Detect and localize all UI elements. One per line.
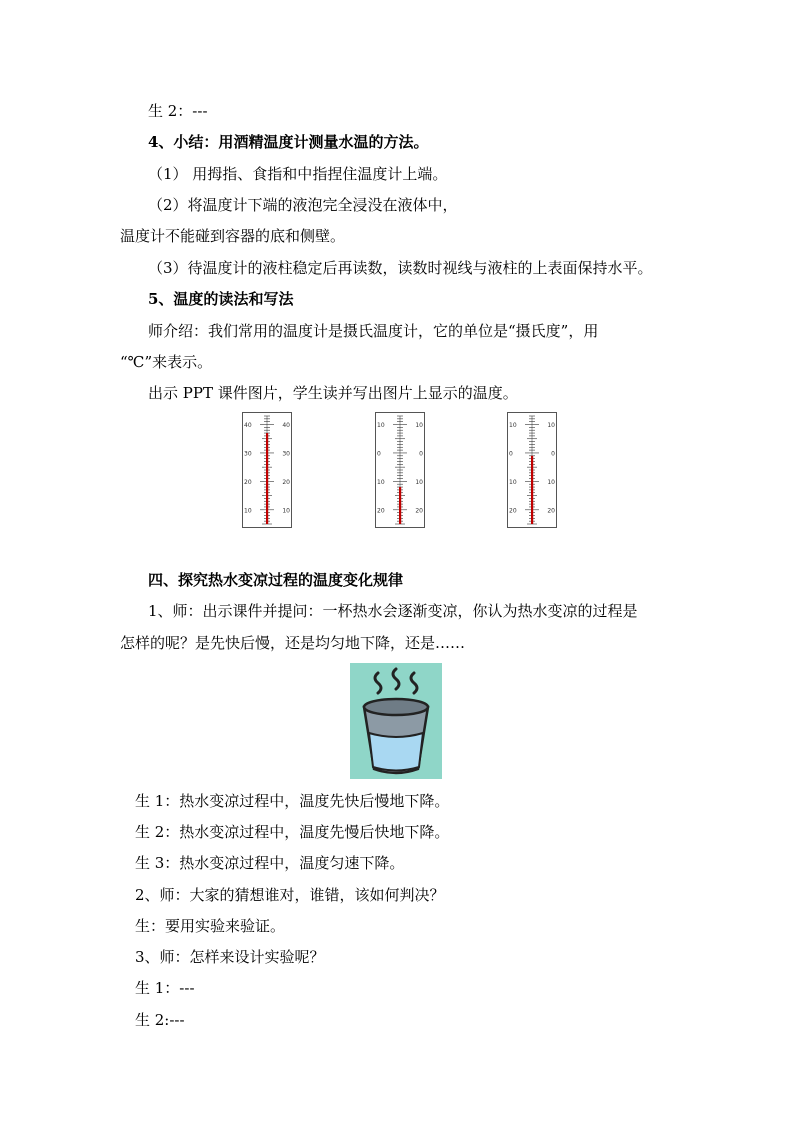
tick-label-right: 30 (282, 450, 290, 458)
tick-label-right: 0 (551, 450, 555, 458)
tick-label-right: 20 (547, 507, 555, 515)
thermometer-3 (507, 412, 557, 528)
tick-label-left: 20 (509, 507, 517, 515)
section-heading-explore: 四、探究热水变凉过程的温度变化规律 (148, 571, 404, 589)
text-line-20: 生 1：--- (135, 979, 195, 997)
text-line-17: 2、师：大家的猜想谁对，谁错，该如何判决？ (135, 886, 445, 904)
text-line-6: （3）待温度计的液柱稳定后再读数，读数时视线与液柱的上表面保持水平。 (148, 259, 653, 277)
section-heading-summary: 4、小结：用酒精温度计测量水温的方法。 (148, 133, 429, 151)
tick-label-left: 40 (244, 422, 252, 430)
text-line-13: 怎样的呢？是先快后慢，还是均匀地下降，还是…… (120, 634, 466, 652)
tick-label-left: 20 (377, 507, 385, 515)
tick-label-right: 20 (415, 507, 423, 515)
tick-label-right: 10 (282, 507, 290, 515)
tick-label-left: 0 (377, 450, 381, 458)
text-line-12: 1、师：出示课件并提问：一杯热水会逐渐变凉，你认为热水变凉的过程是 (148, 602, 638, 620)
text-line-5: 温度计不能碰到容器的底和侧壁。 (120, 227, 346, 245)
text-line-3: （1） 用拇指、食指和中指捏住温度计上端。 (148, 165, 448, 183)
liquid-column (266, 433, 268, 524)
tick-label-right: 0 (419, 450, 423, 458)
text-line-16: 生 3：热水变凉过程中，温度匀速下降。 (135, 854, 405, 872)
text-line-18: 生：要用实验来验证。 (135, 917, 286, 935)
tick-label-left: 0 (509, 450, 513, 458)
text-line-14: 生 1：热水变凉过程中，温度先快后慢地下降。 (135, 792, 450, 810)
liquid-column (399, 487, 401, 524)
tick-label-right: 10 (415, 478, 423, 486)
section-heading-temperature: 5、温度的读法和写法 (148, 290, 294, 308)
water-glass-icon (364, 699, 428, 773)
text-line-9: “℃”来表示。 (120, 353, 213, 371)
thermometer-2 (375, 412, 425, 528)
tick-label-right: 40 (282, 422, 290, 430)
text-line-21: 生 2:--- (135, 1011, 185, 1029)
tick-label-right: 10 (547, 422, 555, 430)
tick-label-right: 10 (415, 422, 423, 430)
tick-label-left: 30 (244, 450, 252, 458)
tick-label-right: 20 (282, 478, 290, 486)
tick-label-left: 10 (377, 422, 385, 430)
tick-label-left: 10 (377, 478, 385, 486)
thermometer-1 (242, 412, 292, 528)
hot-water-glass-image (350, 663, 442, 779)
text-line-8: 师介绍：我们常用的温度计是摄氏温度计，它的单位是“摄氏度”，用 (148, 322, 599, 340)
tick-label-left: 20 (244, 478, 252, 486)
tick-label-left: 10 (509, 422, 517, 430)
tick-label-left: 10 (509, 478, 517, 486)
tick-label-left: 10 (244, 507, 252, 515)
liquid-column (531, 456, 533, 524)
text-line-10: 出示 PPT 课件图片，学生读并写出图片上显示的温度。 (148, 384, 518, 402)
text-line-4: （2）将温度计下端的液泡完全浸没在液体中， (148, 196, 458, 214)
text-line-1: 生 2：--- (148, 102, 208, 120)
text-line-15: 生 2：热水变凉过程中，温度先慢后快地下降。 (135, 823, 450, 841)
tick-label-right: 10 (547, 478, 555, 486)
text-line-19: 3、师：怎样来设计实验呢？ (135, 948, 325, 966)
